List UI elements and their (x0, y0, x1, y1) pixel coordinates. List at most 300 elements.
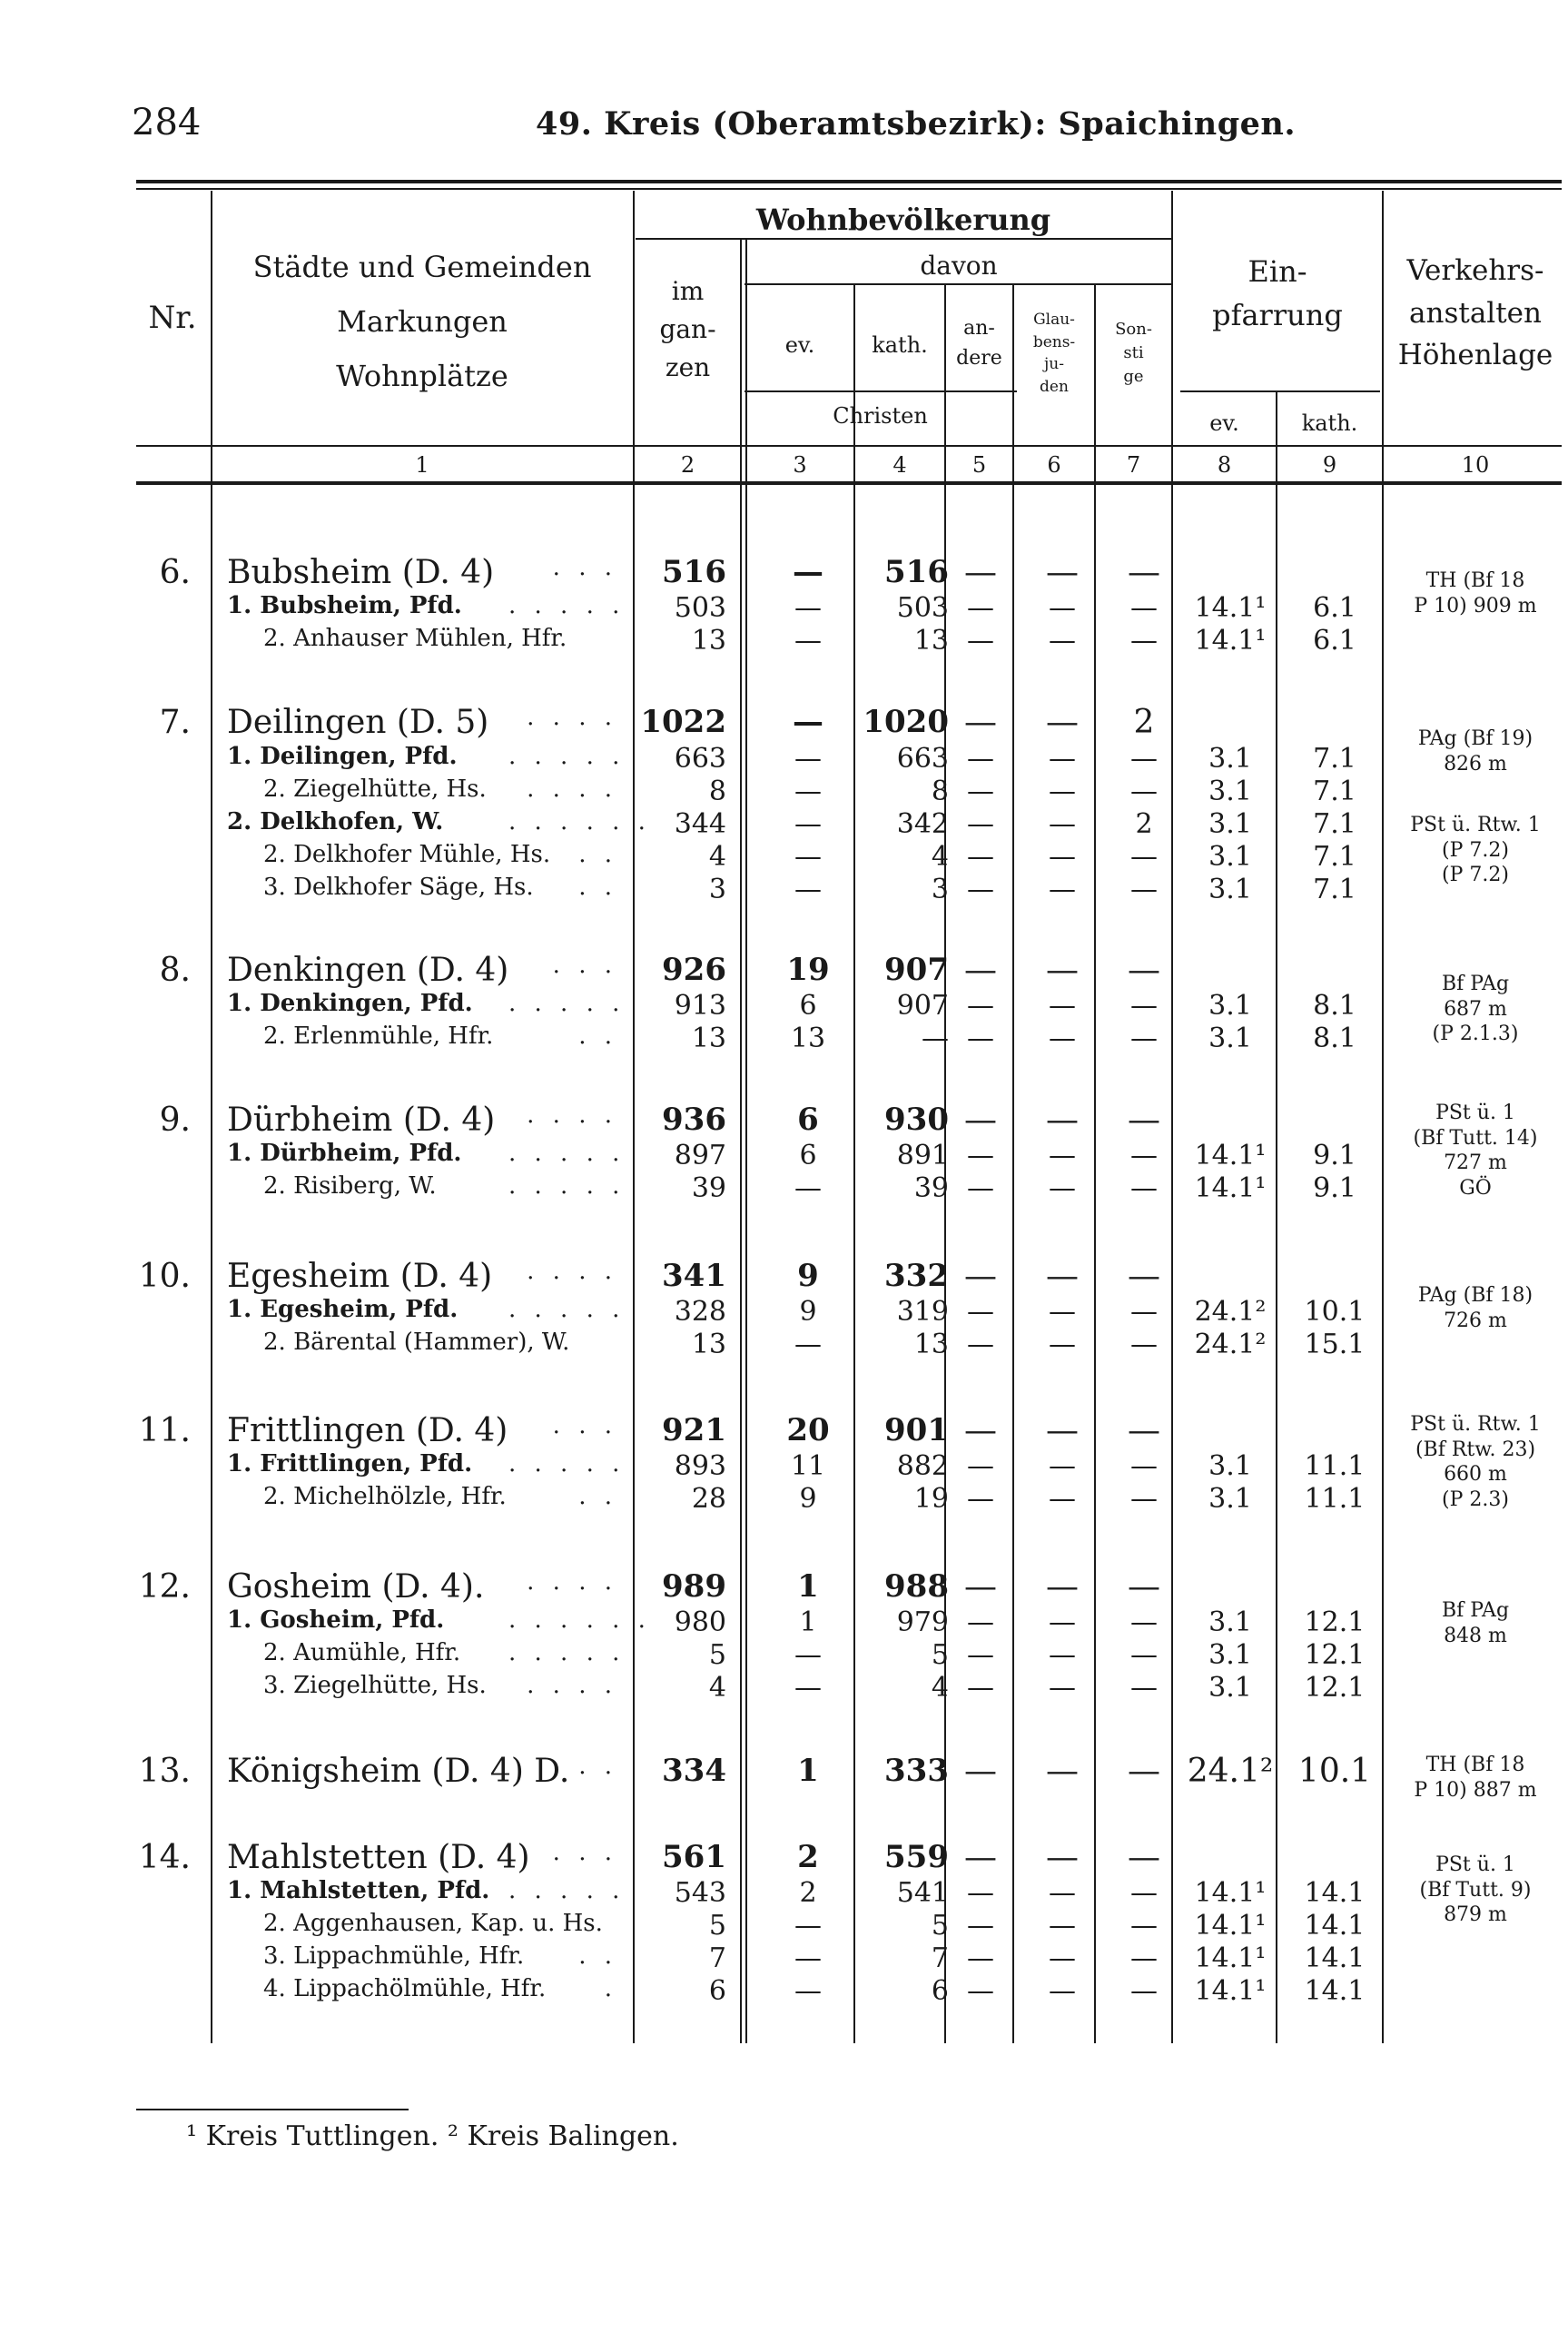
cell-c6: — (1049, 1942, 1076, 1974)
cell-c9: 10.1 (1304, 1296, 1366, 1328)
cell-c2: 4 (708, 841, 726, 873)
cell-c4: 8 (931, 776, 949, 807)
cell-c6: — (1046, 952, 1079, 989)
cell-dots: . . . . . (508, 592, 626, 619)
cell-c7: — (1130, 1975, 1158, 2007)
cell-c6: — (1049, 1877, 1076, 1909)
cell-c4: 907 (896, 990, 949, 1022)
cell-c4: 1020 (863, 704, 949, 740)
cell-dots: . . . (552, 952, 617, 979)
cell-dots: . . . (552, 554, 617, 581)
gemeinde-row (0, 1568, 1568, 1606)
verkehr-note: PSt ü. 1 (Bf Tutt. 9) 879 m (1419, 1853, 1532, 1926)
cell-c4: 333 (884, 1753, 949, 1789)
cell-c5: — (967, 1877, 994, 1909)
cell-name: 1. Dürbheim, Pfd. (227, 1140, 462, 1167)
cell-dots: . . . . (527, 1672, 617, 1699)
cell-c9: 15.1 (1304, 1329, 1366, 1360)
wohnplatz-row (0, 1910, 1568, 1942)
table-top-rule (136, 180, 1562, 183)
cell-c4: 7 (931, 1942, 949, 1974)
wohnplatz-row (0, 1639, 1568, 1672)
cell-c2: 7 (708, 1942, 726, 1974)
cell-c7: — (1130, 1296, 1158, 1328)
cell-c2: 936 (662, 1102, 726, 1138)
cell-name: 3. Delkhofer Säge, Hs. (263, 874, 534, 901)
wohnplatz-row (0, 1329, 1568, 1361)
cell-c7: — (1130, 625, 1158, 657)
cell-c3: 1 (799, 1606, 817, 1638)
cell-c7: — (1128, 1102, 1160, 1139)
cell-c7: — (1128, 1412, 1160, 1449)
cell-c6: — (1046, 1568, 1079, 1606)
cell-c8: 3.1 (1208, 990, 1252, 1022)
cell-c6: — (1049, 776, 1076, 807)
wohnplatz-row (0, 1172, 1568, 1205)
cell-c9: 14.1 (1304, 1910, 1366, 1942)
wohnplatz-row (0, 1023, 1568, 1055)
cell-name: 2. Risiberg, W. (263, 1172, 437, 1200)
colnum-9: 9 (1322, 452, 1337, 478)
cell-c3: — (793, 704, 823, 740)
wohnplatz-row (0, 841, 1568, 874)
cell-c8: 3.1 (1208, 808, 1252, 840)
cell-c4: 39 (913, 1172, 949, 1204)
cell-c9: 6.1 (1313, 592, 1356, 624)
cell-c3: — (794, 592, 822, 624)
cell-c5: — (967, 592, 994, 624)
cell-c4: 882 (896, 1450, 949, 1482)
verkehr-note: TH (Bf 18 P 10) 887 m (1414, 1754, 1537, 1802)
cell-c6: — (1046, 1412, 1079, 1449)
verkehr-note: TH (Bf 18 P 10) 909 m (1414, 569, 1537, 618)
cell-c5: — (964, 1839, 997, 1876)
cell-c5: — (967, 776, 994, 807)
cell-c9: 7.1 (1313, 776, 1356, 807)
cell-c3: 6 (799, 990, 817, 1022)
cell-c4: 5 (931, 1639, 949, 1671)
cell-c2: 4 (708, 1672, 726, 1704)
cell-nr: 9. (159, 1102, 191, 1139)
cell-c7: — (1130, 841, 1158, 873)
cell-dots: . . . . . . (508, 1606, 651, 1634)
cell-name: Bubsheim (D. 4) (227, 554, 495, 591)
header-christen: Christen (833, 403, 928, 429)
colnum-5: 5 (971, 452, 987, 478)
cell-c4: 901 (884, 1412, 949, 1448)
cell-nr: 7. (159, 704, 191, 741)
cell-c6: — (1049, 1023, 1076, 1054)
cell-name: Denkingen (D. 4) (227, 952, 509, 989)
cell-c7: — (1130, 1877, 1158, 1909)
cell-c4: 988 (884, 1568, 949, 1605)
cell-c2: 6 (708, 1975, 726, 2007)
cell-c6: — (1049, 1975, 1076, 2007)
cell-c4: 559 (884, 1839, 949, 1875)
cell-c4: 930 (884, 1102, 949, 1138)
cell-c6: — (1049, 592, 1076, 624)
colnum-10: 10 (1461, 452, 1490, 478)
cell-c2: 663 (674, 743, 726, 775)
cell-c2: 328 (674, 1296, 726, 1328)
cell-c7: — (1130, 1606, 1158, 1638)
cell-c9: 12.1 (1304, 1606, 1366, 1638)
gemeinde-row (0, 554, 1568, 591)
cell-c5: — (967, 808, 994, 840)
gemeinde-row (0, 1258, 1568, 1295)
cell-name: 4. Lippachölmühle, Hfr. (263, 1975, 547, 2002)
cell-c5: — (967, 1483, 994, 1515)
cell-c3: 2 (797, 1839, 819, 1875)
wohnplatz-row (0, 1296, 1568, 1329)
cell-c5: — (967, 990, 994, 1022)
cell-c3: 9 (799, 1296, 817, 1328)
verkehr-note: PAg (Bf 18) 726 m (1417, 1284, 1533, 1332)
cell-c9: 14.1 (1304, 1877, 1366, 1909)
cell-c2: 543 (674, 1877, 726, 1909)
header-im-ganzen: im gan- zen (659, 276, 716, 382)
cell-dots: . . . (552, 1839, 617, 1866)
cell-c7: — (1130, 1942, 1158, 1974)
wohnplatz-row (0, 592, 1568, 625)
gemeinde-row (0, 952, 1568, 989)
cell-c3: — (794, 625, 822, 657)
cell-c6: — (1049, 743, 1076, 775)
cell-c7: — (1130, 1450, 1158, 1482)
cell-c4: 979 (896, 1606, 949, 1638)
cell-c2: 561 (662, 1839, 726, 1875)
cell-c7: — (1130, 776, 1158, 807)
cell-c8: 14.1¹ (1194, 1172, 1267, 1204)
cell-name: 3. Lippachmühle, Hfr. (263, 1942, 525, 1970)
wohnplatz-row (0, 1942, 1568, 1975)
cell-c8: 3.1 (1208, 874, 1252, 905)
wohnplatz-row (0, 1877, 1568, 1910)
cell-name: Egesheim (D. 4) (227, 1258, 493, 1295)
cell-c4: 907 (884, 952, 949, 988)
cell-c4: 19 (913, 1483, 949, 1515)
cell-c3: 19 (786, 952, 830, 988)
cell-c2: 893 (674, 1450, 726, 1482)
verkehr-note: PSt ü. 1 (Bf Tutt. 14) 727 m GÖ (1413, 1102, 1538, 1200)
cell-c9: 14.1 (1304, 1942, 1366, 1974)
cell-c2: 921 (662, 1412, 726, 1448)
cell-c5: — (967, 1910, 994, 1942)
cell-c5: — (964, 1568, 997, 1606)
cell-c8: 14.1¹ (1194, 592, 1267, 624)
header-names-3: Wohnplätze (336, 359, 508, 393)
cell-c2: 5 (708, 1639, 726, 1671)
wohnplatz-row (0, 1975, 1568, 2008)
cell-c4: 13 (913, 1329, 949, 1360)
cell-name: Frittlingen (D. 4) (227, 1412, 508, 1449)
cell-c3: 6 (797, 1102, 819, 1138)
colnum-bottom-rule (136, 481, 1562, 485)
verkehr-note: PSt ü. Rtw. 1 (Bf Rtw. 23) 660 m (P 2.3) (1410, 1413, 1541, 1511)
cell-name: Gosheim (D. 4). (227, 1568, 485, 1606)
cell-c6: — (1046, 554, 1079, 591)
header-einpfarrung: Ein- pfarrung (1212, 254, 1343, 332)
cell-c4: 503 (896, 592, 949, 624)
table-top-rule-thin (136, 188, 1562, 190)
cell-c2: 926 (662, 952, 726, 988)
cell-c3: — (794, 1639, 822, 1671)
header-names-1: Städte und Gemeinden (252, 250, 592, 284)
cell-c4: 4 (931, 1672, 949, 1704)
cell-c3: — (794, 1329, 822, 1360)
cell-c6: — (1049, 1329, 1076, 1360)
cell-name: Mahlstetten (D. 4) (227, 1839, 530, 1876)
cell-name: 2. Erlenmühle, Hfr. (263, 1023, 494, 1050)
cell-c9: 11.1 (1304, 1483, 1366, 1515)
cell-c5: — (967, 743, 994, 775)
cell-c3: — (794, 1172, 822, 1204)
cell-dots: . . (578, 841, 617, 868)
cell-name: 1. Deilingen, Pfd. (227, 743, 458, 770)
cell-name: 1. Mahlstetten, Pfd. (227, 1877, 490, 1904)
header-einpf-kath: kath. (1301, 410, 1358, 436)
cell-c5: — (967, 841, 994, 873)
cell-c8: 3.1 (1208, 841, 1252, 873)
header-einpf-ev: ev. (1209, 410, 1239, 436)
cell-c2: 503 (674, 592, 726, 624)
christen-rule (745, 390, 1017, 392)
cell-c6: — (1046, 1753, 1079, 1790)
cell-nr: 10. (138, 1258, 191, 1295)
cell-c3: 9 (799, 1483, 817, 1515)
cell-c8: 14.1¹ (1194, 1975, 1267, 2007)
cell-c5: — (967, 1296, 994, 1328)
cell-c2: 13 (691, 625, 726, 657)
cell-c9: 10.1 (1297, 1753, 1372, 1790)
gemeinde-row (0, 1839, 1568, 1876)
cell-c9: 9.1 (1313, 1172, 1356, 1204)
cell-c7: — (1130, 1140, 1158, 1171)
cell-c3: 1 (797, 1568, 819, 1605)
cell-c6: — (1046, 704, 1079, 741)
wohnplatz-row (0, 625, 1568, 657)
cell-c6: — (1049, 990, 1076, 1022)
cell-c7: — (1130, 1639, 1158, 1671)
cell-dots: . (604, 1975, 617, 2002)
cell-c6: — (1049, 1639, 1076, 1671)
cell-name: 3. Ziegelhütte, Hs. (263, 1672, 487, 1699)
cell-c9: 7.1 (1313, 841, 1356, 873)
page-title: 49. Kreis (Oberamtsbezirk): Spaichingen. (536, 105, 1297, 143)
cell-c6: — (1046, 1102, 1079, 1139)
cell-dots: . . . . . (508, 1877, 626, 1904)
cell-dots: . . (578, 1942, 617, 1970)
header-sonstige: Son- sti ge (1115, 320, 1152, 387)
cell-c9: 14.1 (1304, 1975, 1366, 2007)
cell-c4: 5 (931, 1910, 949, 1942)
colnum-1: 1 (415, 452, 429, 478)
wohnplatz-row (0, 808, 1568, 841)
cell-dots: . . . . (527, 704, 617, 731)
cell-c3: — (793, 554, 823, 590)
gemeinde-row (0, 704, 1568, 741)
wohnplatz-row (0, 776, 1568, 808)
cell-c3: — (794, 841, 822, 873)
cell-c8: 3.1 (1208, 1450, 1252, 1482)
cell-c9: 7.1 (1313, 808, 1356, 840)
cell-dots: . . . . . (508, 1172, 626, 1200)
cell-nr: 11. (138, 1412, 191, 1449)
cell-name: 1. Egesheim, Pfd. (227, 1296, 459, 1323)
header-glaubensjuden: Glau- bens- ju- den (1032, 311, 1076, 396)
cell-c7: — (1130, 990, 1158, 1022)
cell-dots: . . . . . (508, 743, 626, 770)
cell-c9: 11.1 (1304, 1450, 1366, 1482)
header-ev: ev. (784, 332, 815, 358)
gemeinde-row (0, 1102, 1568, 1139)
cell-c6: — (1049, 1672, 1076, 1704)
cell-c7: — (1130, 592, 1158, 624)
cell-c7: — (1130, 1023, 1158, 1054)
cell-dots: . . . . . (508, 1450, 626, 1477)
wohnplatz-row (0, 1672, 1568, 1705)
cell-c5: — (967, 1606, 994, 1638)
cell-dots: . . . (552, 1412, 617, 1439)
wohnplatz-row (0, 874, 1568, 906)
cell-c5: — (964, 1412, 997, 1449)
cell-dots: . . (578, 1023, 617, 1050)
cell-c4: 4 (931, 841, 949, 873)
cell-c8: 3.1 (1208, 1672, 1252, 1704)
cell-dots: . . . . . (508, 1140, 626, 1167)
cell-c5: — (964, 704, 997, 741)
cell-c3: 6 (799, 1140, 817, 1171)
cell-c4: 541 (896, 1877, 949, 1909)
cell-c2: 13 (691, 1023, 726, 1054)
cell-c5: — (967, 1450, 994, 1482)
verkehr-note: Bf PAg 848 m (1441, 1599, 1510, 1647)
cell-dots: . . . . . (508, 990, 626, 1017)
cell-c5: — (967, 1140, 994, 1171)
cell-c5: — (964, 1102, 997, 1139)
cell-c7: — (1130, 743, 1158, 775)
cell-c7: — (1130, 1329, 1158, 1360)
cell-c5: — (967, 1942, 994, 1974)
footnote-rule (136, 2109, 409, 2110)
cell-c7: — (1130, 874, 1158, 905)
cell-c3: 20 (786, 1412, 830, 1448)
cell-c2: 989 (662, 1568, 726, 1605)
cell-c2: 39 (691, 1172, 726, 1204)
cell-c7: — (1130, 1172, 1158, 1204)
cell-c9: 12.1 (1304, 1639, 1366, 1671)
cell-c9: 12.1 (1304, 1672, 1366, 1704)
cell-c6: — (1046, 1839, 1079, 1876)
cell-c6: — (1049, 841, 1076, 873)
cell-c2: 334 (662, 1753, 726, 1789)
cell-c8: 3.1 (1208, 743, 1252, 775)
cell-name: 2. Michelhölzle, Hfr. (263, 1483, 507, 1510)
header-nr: Nr. (148, 300, 197, 336)
cell-c6: — (1049, 808, 1076, 840)
cell-c2: 13 (691, 1329, 726, 1360)
cell-dots: . . . . . (508, 1639, 626, 1666)
cell-c3: 9 (797, 1258, 819, 1294)
cell-c8: 3.1 (1208, 1023, 1252, 1054)
cell-nr: 8. (159, 952, 191, 989)
wohnplatz-row (0, 1483, 1568, 1516)
cell-c5: — (964, 554, 997, 591)
cell-c8: 24.1² (1187, 1753, 1274, 1790)
wohnplatz-row (0, 1450, 1568, 1483)
cell-dots: . . . . . (508, 1296, 626, 1323)
cell-c9: 6.1 (1313, 625, 1356, 657)
cell-c3: — (794, 776, 822, 807)
wohnplatz-row (0, 1606, 1568, 1639)
cell-c7: — (1130, 1672, 1158, 1704)
cell-c2: 5 (708, 1910, 726, 1942)
cell-dots: . . . . (527, 1258, 617, 1285)
cell-c3: — (794, 808, 822, 840)
cell-name: 1. Gosheim, Pfd. (227, 1606, 445, 1634)
header-andere: an- dere (956, 317, 1002, 370)
cell-name: Deilingen (D. 5) (227, 704, 489, 741)
cell-c2: 913 (674, 990, 726, 1022)
cell-nr: 14. (138, 1839, 191, 1876)
header-names-2: Markungen (337, 304, 508, 339)
cell-c4: 516 (884, 554, 949, 590)
cell-c5: — (967, 1672, 994, 1704)
cell-c8: 14.1¹ (1194, 1910, 1267, 1942)
cell-c9: 8.1 (1313, 1023, 1356, 1054)
cell-c8: 14.1¹ (1194, 1942, 1267, 1974)
cell-c5: — (967, 1023, 994, 1054)
page-number: 284 (132, 102, 202, 143)
cell-c4: 319 (896, 1296, 949, 1328)
gemeinde-row (0, 1753, 1568, 1790)
cell-c3: 11 (790, 1450, 826, 1482)
wohnplatz-row (0, 743, 1568, 776)
cell-c3: — (794, 1975, 822, 2007)
cell-c8: 3.1 (1208, 1483, 1252, 1515)
cell-c7: — (1128, 1753, 1160, 1790)
cell-c4: — (922, 1023, 949, 1054)
cell-c2: 341 (662, 1258, 726, 1294)
colnum-4: 4 (892, 452, 907, 478)
cell-c2: 28 (691, 1483, 726, 1515)
cell-c8: 14.1¹ (1194, 1140, 1267, 1171)
cell-c7: — (1128, 1568, 1160, 1606)
cell-c4: 891 (896, 1140, 949, 1171)
cell-c2: 8 (708, 776, 726, 807)
cell-c8: 24.1² (1194, 1296, 1267, 1328)
cell-c6: — (1049, 1483, 1076, 1515)
cell-c7: — (1128, 554, 1160, 591)
cell-c5: — (967, 1639, 994, 1671)
cell-c2: 3 (708, 874, 726, 905)
cell-dots: . . . . (527, 1102, 617, 1129)
header-kath: kath. (872, 332, 928, 358)
cell-name: 2. Delkhofen, W. (227, 808, 444, 835)
cell-c8: 14.1¹ (1194, 625, 1267, 657)
header-bottom-rule (136, 445, 1562, 447)
gemeinde-row (0, 1412, 1568, 1449)
colnum-3: 3 (793, 452, 807, 478)
cell-c2: 980 (674, 1606, 726, 1638)
cell-c2: 1022 (640, 704, 726, 740)
colnum-2: 2 (680, 452, 695, 478)
cell-dots: . . (578, 1483, 617, 1510)
cell-c3: 13 (790, 1023, 826, 1054)
cell-c3: — (794, 743, 822, 775)
cell-c3: 1 (797, 1753, 819, 1789)
cell-c8: 3.1 (1208, 1639, 1252, 1671)
